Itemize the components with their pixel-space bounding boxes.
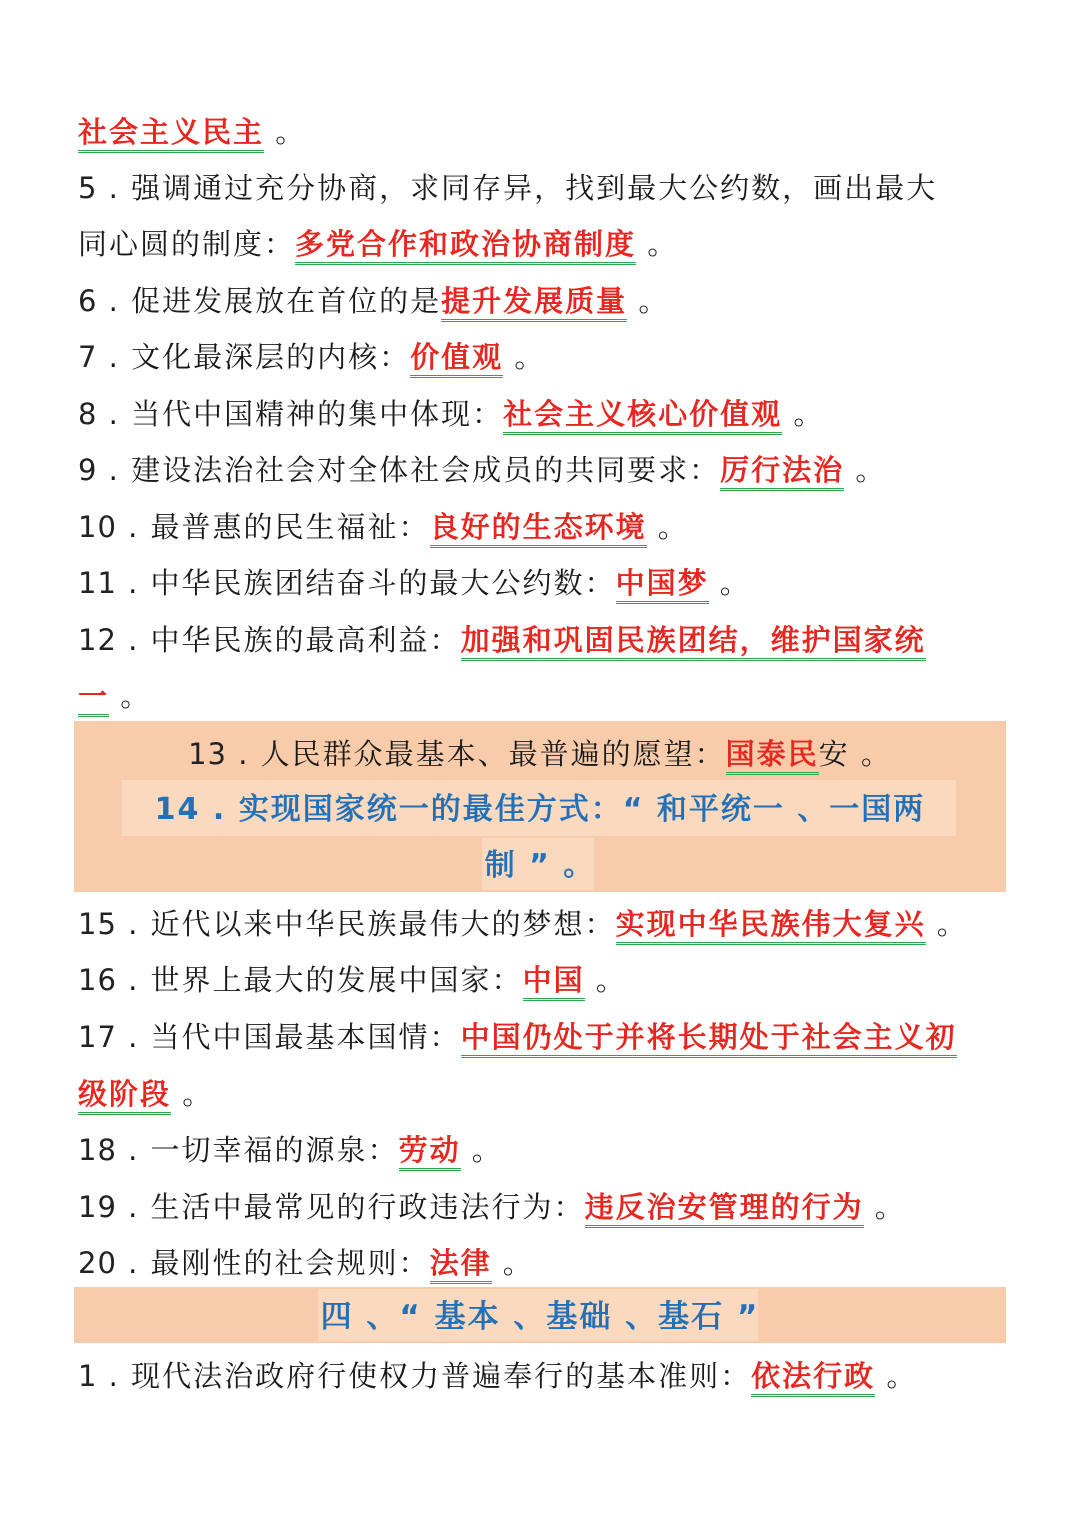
line-tail: 安 。 [818,737,892,771]
item-number: 9 [78,453,98,487]
line-text: . 近代以来中华民族最伟大的梦想： [116,907,616,941]
answer: 厉行法治 [720,453,844,491]
text-line [78,394,1008,434]
answer: 国泰民 [726,737,819,775]
line-text: . 人民群众最基本、最普遍的愿望： [227,737,726,771]
line-text: . 中华民族团结奋斗的最大公约数： [116,566,616,600]
answer: 中国仍处于并将长期处于社会主义初 [461,1020,957,1058]
line-text: . 世界上最大的发展中国家： [116,963,523,997]
item-number: 1 [78,1359,98,1393]
line-text: . 当代中国最基本国情： [116,1020,461,1054]
item-number: 12 [78,623,117,657]
item-number: 11 [78,566,117,600]
text-line [78,904,1008,944]
line-tail: 。 [503,340,546,374]
line-tail: 。 [109,679,152,713]
line-tail: 。 [584,963,627,997]
item-number: 6 [78,284,98,318]
answer: 价值观 [410,340,503,378]
line-text: . 当代中国精神的集中体现： [97,397,504,431]
text-line-13 [74,734,1006,774]
line-tail: 。 [646,510,689,544]
section-heading: 四 、“ 基本 、基础 、基石 ” [320,1299,760,1335]
line-tail: 。 [844,453,887,487]
item-number: 15 [78,907,117,941]
text-line [78,1187,1008,1227]
answer: 违反治安管理的行为 [585,1190,864,1228]
line-text: . 建设法治社会对全体社会成员的共同要求： [97,453,721,487]
item-number: 5 [78,171,98,205]
item-number: 8 [78,397,98,431]
line-tail: 。 [171,1077,214,1111]
answer: 级阶段 [78,1077,171,1115]
answer: 社会主义民主 [78,115,264,153]
text-line-14: 14 . 实现国家统一的最佳方式：“ 和平统一 、一国两 [154,792,926,827]
answer: 劳动 [399,1133,461,1171]
text-line [78,168,1008,208]
line-tail: 。 [782,397,825,431]
line-text: . 促进发展放在首位的是 [97,284,442,318]
line-tail: 。 [460,1133,503,1167]
text-line [78,450,1008,490]
line-tail: 。 [875,1359,918,1393]
line-text: 同心圆的制度： [78,227,296,261]
answer: 实现中华民族伟大复兴 [616,907,926,945]
answer: 中国 [523,963,585,1001]
text-line [78,960,1008,1000]
answer: 多党合作和政治协商制度 [295,227,636,265]
item-number: 20 [78,1246,117,1280]
text-line [78,1243,1008,1283]
text-line [78,1017,1008,1057]
line-text: . 生活中最常见的行政违法行为： [116,1190,585,1224]
answer: 加强和巩固民族团结，维护国家统 [461,623,926,661]
line-tail: 。 [925,907,968,941]
item-number: 10 [78,510,117,544]
item-number: 18 [78,1133,117,1167]
line-text: . 强调通过充分协商，求同存异，找到最大公约数，画出最大 [97,171,938,205]
line-tail: 。 [491,1246,534,1280]
text-line [78,1074,1008,1114]
line-tail: 。 [636,227,679,261]
text-line [78,1130,1008,1170]
text-line [78,563,1008,603]
line-text: . 一切幸福的源泉： [116,1133,399,1167]
item-number: 17 [78,1020,117,1054]
line-tail: 。 [627,284,670,318]
text-line-14-cont: 制 ” 。 [484,848,596,883]
text-line [78,281,1008,321]
line-tail: 。 [708,566,751,600]
text-line [78,507,1008,547]
line-text: . 中华民族的最高利益： [116,623,461,657]
answer: 法律 [430,1246,492,1284]
text-line [78,620,1008,660]
line-text: . 最普惠的民生福祉： [116,510,430,544]
item-number: 16 [78,963,117,997]
text-line [78,112,1008,152]
line-text: . 最刚性的社会规则： [116,1246,430,1280]
item-number: 19 [78,1190,117,1224]
text-line [78,337,1008,377]
text-line [78,1356,1008,1396]
answer: 依法行政 [751,1359,875,1397]
item-number: 13 [188,737,227,771]
answer: 提升发展质量 [441,284,627,322]
answer: 社会主义核心价值观 [503,397,782,435]
line-tail: 。 [264,115,307,149]
line-text: . 现代法治政府行使权力普遍奉行的基本准则： [97,1359,752,1393]
text-line [78,676,1008,716]
text-line [78,224,1008,264]
line-tail: 。 [863,1190,906,1224]
answer: 中国梦 [616,566,709,604]
answer: 良好的生态环境 [430,510,647,548]
item-number: 7 [78,340,98,374]
line-text: . 文化最深层的内核： [97,340,411,374]
answer: 一 [78,679,109,717]
